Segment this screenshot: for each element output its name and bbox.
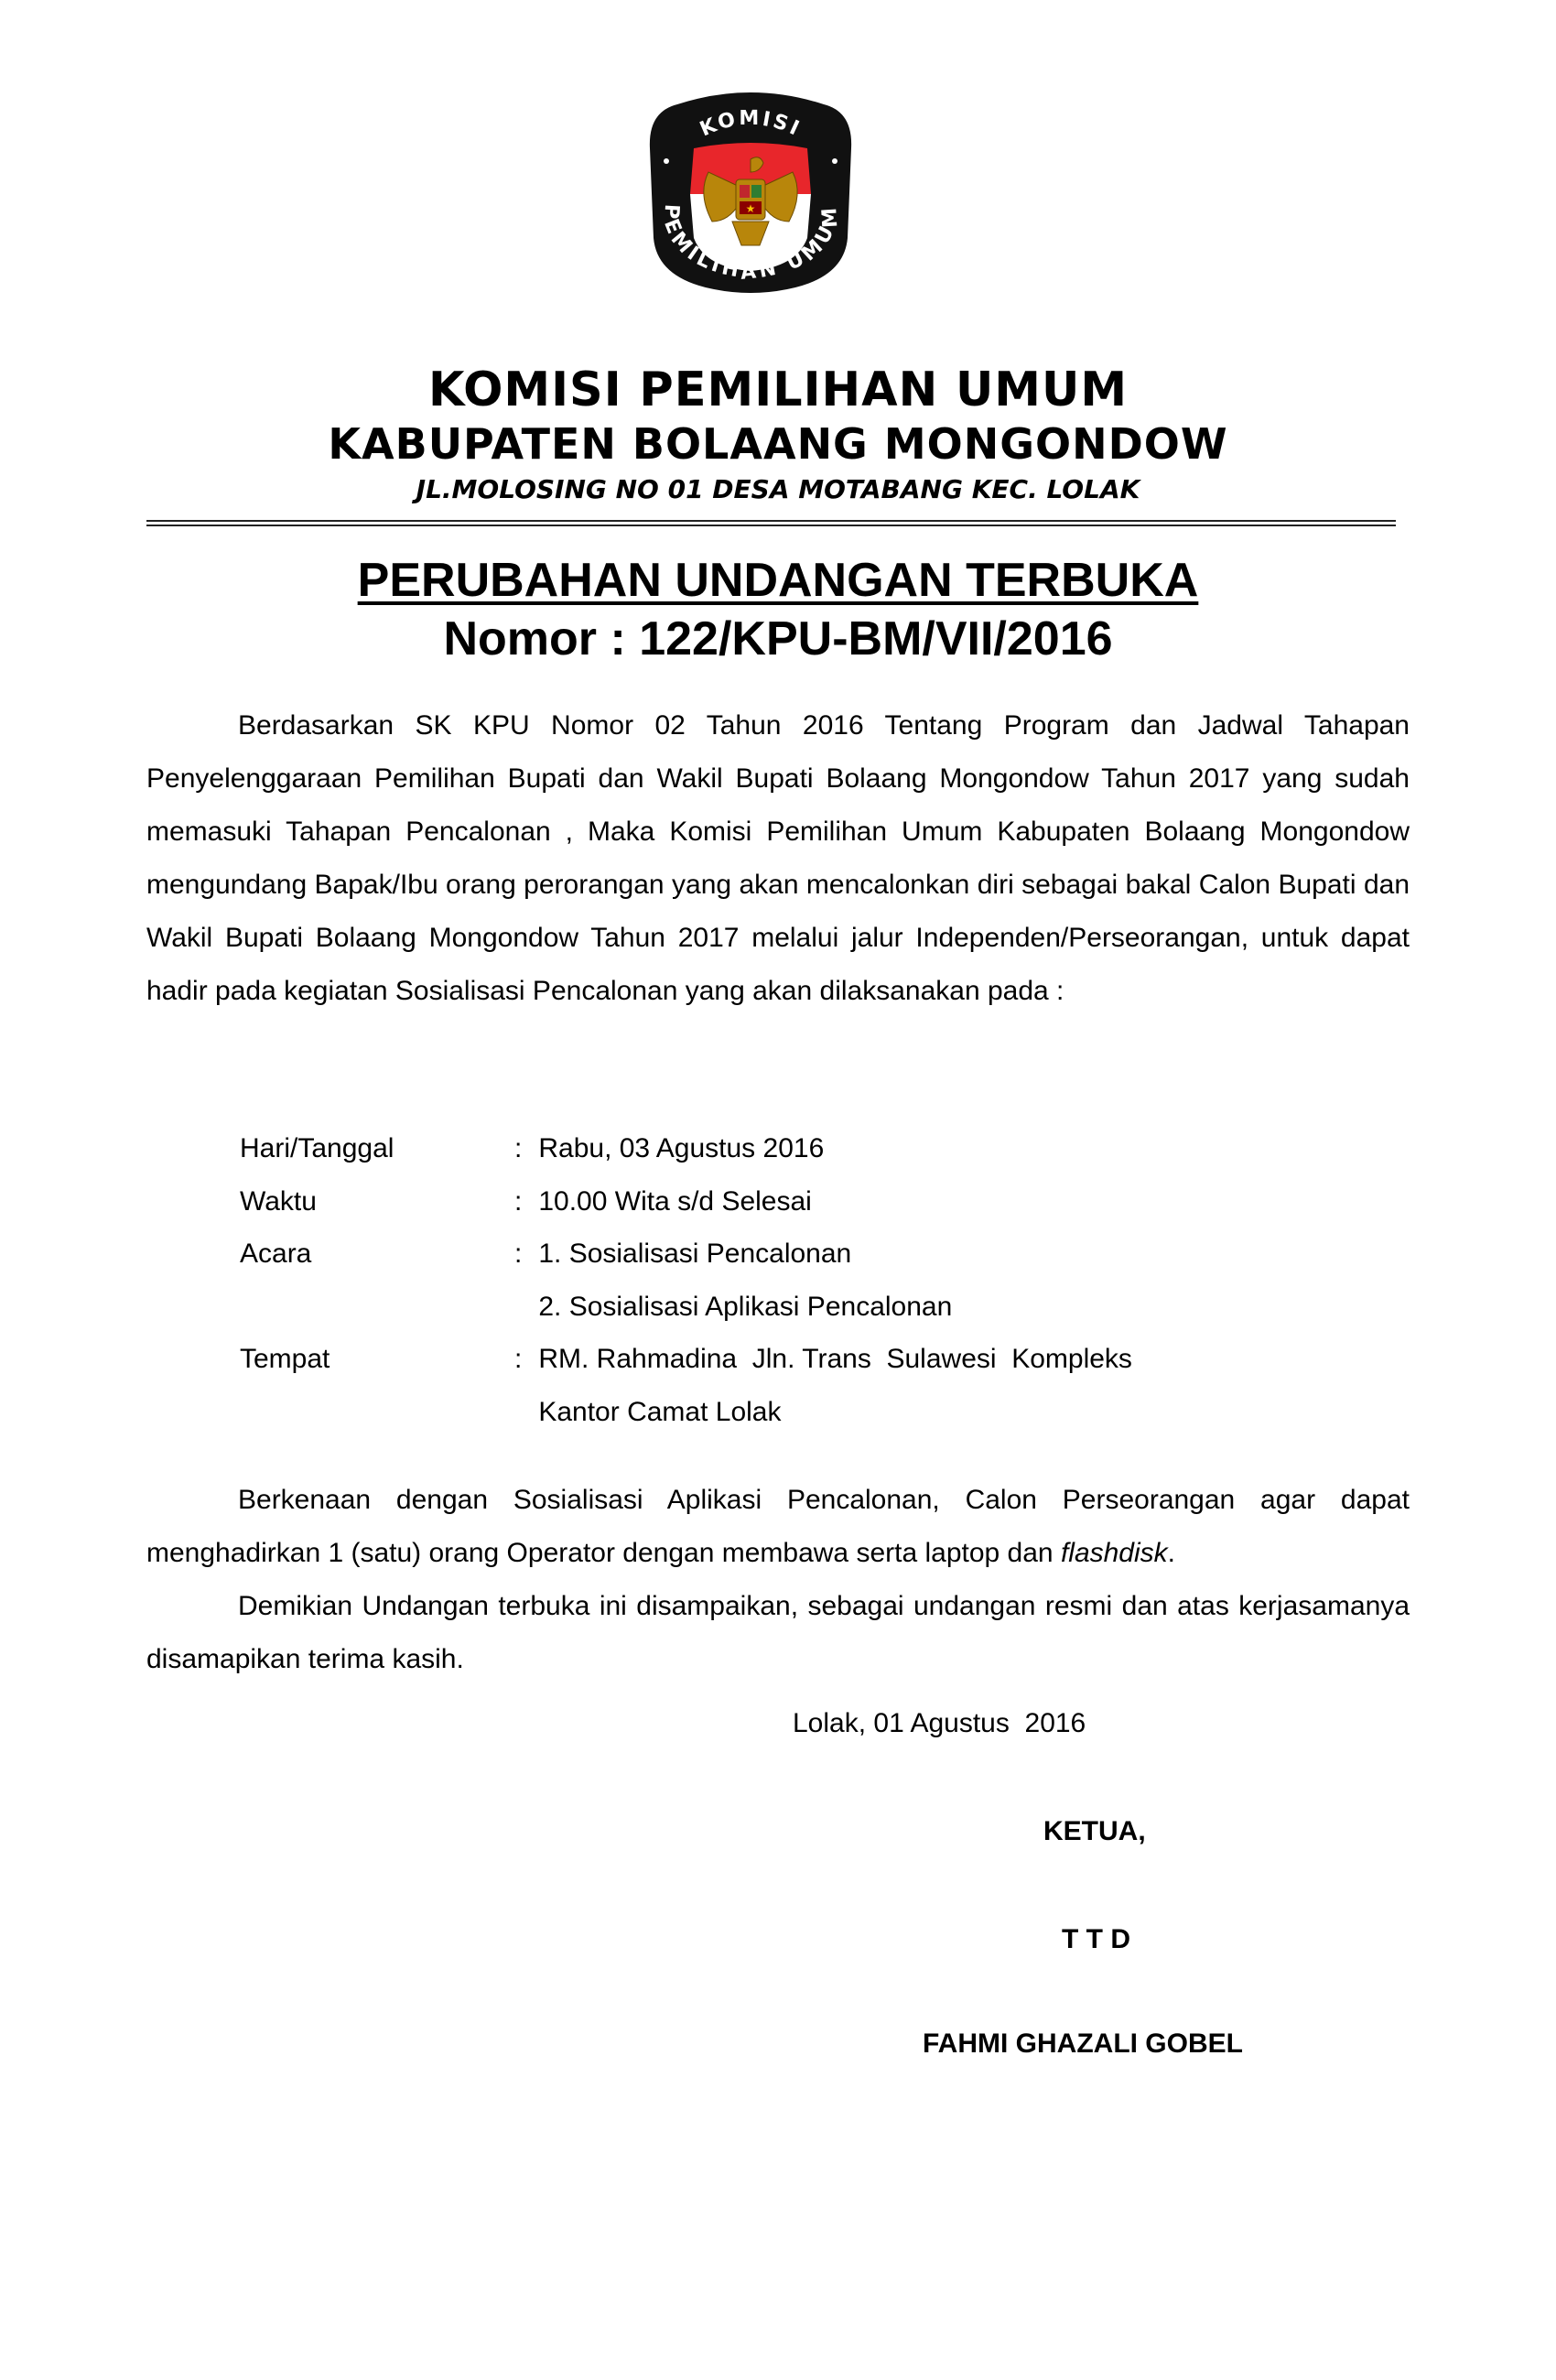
letterhead-divider [146, 525, 1396, 526]
document-title: PERUBAHAN UNDANGAN TERBUKA [357, 554, 1199, 607]
signer-position: KETUA, [1043, 1816, 1146, 1846]
kpu-logo-icon [641, 84, 860, 298]
signer-name: FAHMI GHAZALI GOBEL [923, 2028, 1243, 2059]
org-name: KOMISI PEMILIHAN UMUM [427, 362, 1129, 417]
detail-row-date: Hari/Tanggal : Rabu, 03 Agustus 2016 [240, 1122, 1132, 1175]
detail-value: RM. Rahmadina Jln. Trans Sulawesi Kompleks Kantor Camat Lolak [538, 1344, 1132, 1427]
svg-text:★: ★ [745, 202, 756, 215]
event-details [240, 1122, 1132, 1438]
detail-value: 10.00 Wita s/d Selesai [538, 1185, 812, 1217]
operator-paragraph: Berkenaan dengan Sosialisasi Aplikasi Pencalonan, Calon Perseorangan agar dapat menghadirkan 1 (satu) orang Operator dengan membawa serta laptop dan flashdisk. [146, 1485, 1410, 1568]
detail-label: Acara [240, 1239, 312, 1269]
svg-text:KOMISI: KOMISI [697, 106, 805, 142]
svg-text:PEMILIHAN UMUM: PEMILIHAN UMUM [658, 203, 843, 285]
closing-paragraphs [146, 1474, 1410, 1686]
detail-label: Tempat [240, 1344, 330, 1374]
letterhead-divider [146, 520, 1396, 522]
region-name: KABUPATEN BOLAANG MONGONDOW [328, 419, 1228, 469]
place-date: Lolak, 01 Agustus 2016 [793, 1708, 1086, 1738]
opening-paragraph: Berdasarkan SK KPU Nomor 02 Tahun 2016 Tentang Program dan Jadwal Tahapan Penyelenggaraan Pemilihan Bupati dan Wakil Bupati Bolaang Mongondow Tahun 2017 yang sudah memasuki Tahapan Pencalonan , Maka Komisi Pemilihan Umum Kabupaten Bolaang Mongondow mengundang Bapak/Ibu orang perorangan yang akan mencalonkan diri sebagai bakal Calon Bupati dan Wakil Bupati Bolaang Mongondow Tahun 2017 melalui jalur Independen/Perseorangan, untuk dapat hadir pada kegiatan Sosialisasi Pencalonan yang akan dilaksanakan pada : [146, 710, 1410, 1006]
detail-row-time: Waktu : 10.00 Wita s/d Selesai [240, 1175, 1132, 1228]
document-number: Nomor : 122/KPU-BM/VII/2016 [443, 612, 1113, 665]
closing-paragraph: Demikian Undangan terbuka ini disampaikan, sebagai undangan resmi dan atas kerjasamanya disamapikan terima kasih. [146, 1591, 1410, 1674]
detail-row-agenda: Acara : 1. Sosialisasi Pencalonan 2. Sosialisasi Aplikasi Pencalonan [240, 1228, 1132, 1333]
detail-value: Rabu, 03 Agustus 2016 [538, 1133, 825, 1163]
detail-label: Hari/Tanggal [240, 1133, 394, 1163]
signature-mark: T T D [1062, 1924, 1130, 1954]
detail-label: Waktu [240, 1185, 317, 1217]
detail-value: 1. Sosialisasi Pencalonan 2. Sosialisasi Aplikasi Pencalonan [538, 1239, 953, 1322]
org-address: JL.MOLOSING NO 01 DESA MOTABANG KEC. LOLAK [416, 474, 1140, 504]
detail-row-venue: Tempat : RM. Rahmadina Jln. Trans Sulawesi Kompleks Kantor Camat Lolak [240, 1333, 1132, 1438]
